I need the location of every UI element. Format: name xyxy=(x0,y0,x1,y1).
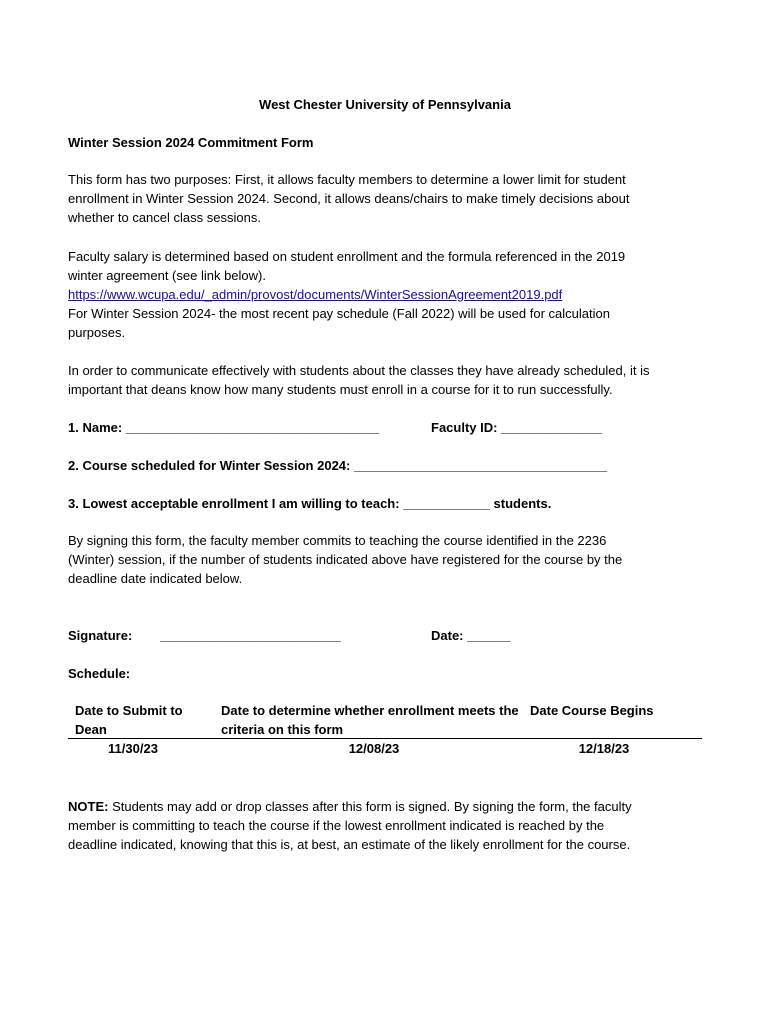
intro-p1-line1: This form has two purposes: First, it allows faculty members to determine a lower limit for student xyxy=(68,172,626,187)
header-course-begins: Date Course Begins xyxy=(530,703,654,718)
intro-p2-line1: Faculty salary is determined based on student enrollment and the formula referenced in the 2019 xyxy=(68,249,626,264)
schedule-label: Schedule: xyxy=(68,666,131,681)
intro-p3-line1: In order to communicate effectively with students about the classes they have already scheduled, it is xyxy=(68,363,650,378)
agreement-link[interactable]: https://www.wcupa.edu/_admin/provost/documents/WinterSessionAgreement2019.pdf xyxy=(68,287,563,302)
commitment-line1: By signing this form, the faculty member commits to teaching the course identified in the 2236 xyxy=(68,533,607,548)
signature-label: Signature: xyxy=(68,628,133,643)
note-line1-text: Students may add or drop classes after this form is signed. By signing the form, the faculty xyxy=(108,799,632,814)
intro-p3-line2: important that deans know how many students must enroll in a course for it to run successfully. xyxy=(68,382,613,397)
intro-p2-line4: purposes. xyxy=(68,325,126,340)
intro-p2-line2: winter agreement (see link below). xyxy=(68,268,266,283)
signature-field[interactable]: _________________________ xyxy=(160,628,341,643)
note-line2: member is committing to teach the course if the lowest enrollment indicated is reached by the xyxy=(68,818,605,833)
value-course-begins: 12/18/23 xyxy=(578,741,630,756)
intro-p1-line3: whether to cancel class sessions. xyxy=(68,210,261,225)
note-line1 xyxy=(68,797,632,816)
name-field[interactable]: 1. Name: ___________________________________ xyxy=(68,420,379,435)
faculty-id-field[interactable]: Faculty ID: ______________ xyxy=(431,420,603,435)
commitment-line2: (Winter) session, if the number of students indicated above have registered for the course by the xyxy=(68,552,623,567)
intro-p2-line3: For Winter Session 2024- the most recent pay schedule (Fall 2022) will be used for calculation xyxy=(68,306,610,321)
commitment-line3: deadline date indicated below. xyxy=(68,571,243,586)
intro-p1-line2: enrollment in Winter Session 2024. Second, it allows deans/chairs to make timely decisions about xyxy=(68,191,630,206)
note-label: NOTE: xyxy=(68,799,109,814)
note-line3: deadline indicated, knowing that this is, at best, an estimate of the likely enrollment for the course. xyxy=(68,837,631,852)
header-submit-date: Date to Submit to Dean xyxy=(75,703,183,737)
form-title: Winter Session 2024 Commitment Form xyxy=(68,135,314,150)
course-field[interactable]: 2. Course scheduled for Winter Session 2024: ___________________________________ xyxy=(68,458,608,473)
university-title: West Chester University of Pennsylvania xyxy=(259,97,511,112)
header-enrollment-date: Date to determine whether enrollment meets the criteria on this form xyxy=(221,703,519,737)
enrollment-field[interactable]: 3. Lowest acceptable enrollment I am willing to teach: ____________ students. xyxy=(68,496,552,511)
date-field[interactable]: Date: ______ xyxy=(431,628,511,643)
value-submit-date: 11/30/23 xyxy=(108,741,158,756)
value-enrollment-date: 12/08/23 xyxy=(348,741,400,756)
